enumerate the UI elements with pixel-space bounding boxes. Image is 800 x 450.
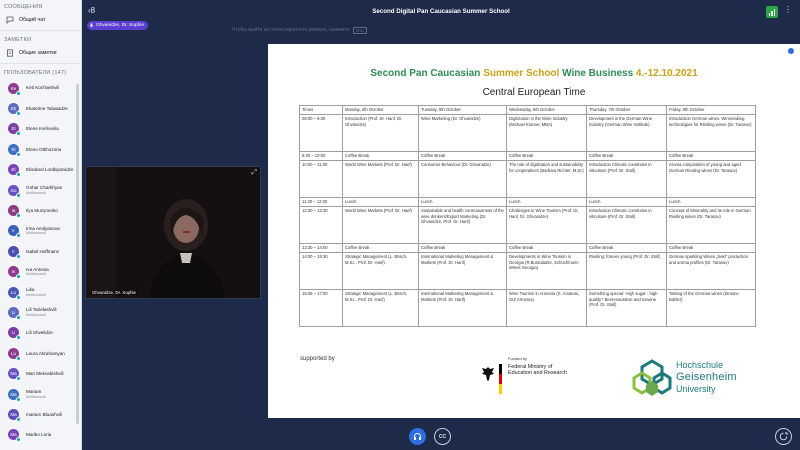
user-name: Eleno Otkhozoria [26,146,62,152]
user-list-item[interactable] [0,425,81,445]
table-row [300,152,756,161]
user-role: Мобильный [26,394,46,399]
hexagon-logo-icon [630,359,674,399]
top-bar [82,0,800,30]
session-cell: Wine Marketing (Dr. Ghvanidze) [419,115,507,152]
avatar [8,205,19,216]
user-info [26,287,46,297]
microphone-icon [89,23,94,28]
user-info [26,307,57,317]
session-cell: Coffee Break [667,152,756,161]
session-cell: Strategic Management (L. Bösch, M.Sc., Prof. Dr. Hanf) [343,253,419,290]
session-cell: World Wine Markets (Prof. Dr. Hanf) [343,207,419,244]
fullscreen-icon[interactable]: ⤢ [251,169,257,176]
session-cell: Introduction (Prof. Dr. Hanf, Dr. Ghvanidze) [343,115,419,152]
audio-headphones-button[interactable] [409,428,426,445]
status-indicator [16,356,21,361]
user-list-item[interactable] [0,98,81,118]
headphones-icon [413,432,422,441]
user-role: Мобильный [26,292,46,297]
slide-title-part1: Second Pan Caucasian [370,68,484,79]
status-indicator [16,397,21,402]
presenter-name: Ghvanidze, Dr. Sophie [96,23,144,28]
avatar [8,429,19,440]
session-cell: Coffee Break [343,152,419,161]
avatar-initials: El [11,146,16,152]
user-name: Gohar Charkhyan [26,185,63,191]
avatar-initials: Ma [10,391,17,397]
status-indicator [16,213,21,218]
avatar [8,225,19,236]
user-role: Мобильный [26,231,46,236]
session-cell: Coffee Break [419,152,507,161]
back-arrow-icon: ‹8 [88,6,96,15]
divider [0,30,81,31]
cc-label: CC [438,433,447,440]
user-list-item[interactable] [0,139,81,159]
status-indicator [16,315,21,320]
avatar [8,246,19,257]
avatar-initials: Ia [11,208,16,214]
user-list-item[interactable] [0,404,81,424]
table-header-row [300,106,756,115]
user-info [26,389,46,399]
time-cell: 10:00 – 11:30 [300,161,343,198]
session-cell: Coffee Break [507,244,587,253]
session-cell: Riesling: forever young (Prof. Dr. Stoll) [587,253,667,290]
user-role: Мобильный [26,272,46,277]
divider [0,63,81,64]
time-cell: 14:00 – 15:30 [300,253,343,290]
session-cell: Introduction Climatic constrains in viticulture (Prof. Dr. Stoll) [587,161,667,198]
avatar [8,307,19,318]
avatar-initials: Ir [12,248,15,254]
user-name: Elene Kvirkvelia [26,126,59,132]
geisenheim-text: Geisenheim [676,371,737,383]
share-camera-button[interactable] [775,428,792,445]
avatar [8,287,19,298]
status-indicator [16,91,21,96]
users-header: ПОЛЬЗОВАТЕЛИ (147) [4,70,67,76]
presenter-chip[interactable] [87,21,148,30]
supported-by-label: supported by [300,356,335,362]
user-name: Iva Antonia [26,266,49,272]
notes-icon [6,49,14,57]
german-flag-icon [499,364,502,394]
user-info [26,85,59,91]
session-cell: Coffee Break [343,244,419,253]
session-cell: Lunch [419,198,507,207]
user-list-item[interactable] [0,180,81,200]
session-cell: Coffee Break [587,152,667,161]
avatar-initials: Li [11,330,16,336]
user-name: Mariam [26,389,42,395]
status-indicator [16,131,21,136]
table-row [300,198,756,207]
shared-notes-item[interactable] [0,45,81,61]
user-list-item[interactable] [0,221,81,241]
session-cell: Consumer Behaviour (Dr. Ghvanidze) [419,161,507,198]
slide-subtitle: Central European Time [482,87,586,98]
time-cell: 12:30 – 13:30 [300,207,343,244]
avatar-initials: Li [11,309,16,315]
notes-header: ЗАМЕТКИ [4,37,32,43]
chat-icon [6,16,14,24]
user-info [26,208,58,214]
bmbf-logo [481,356,571,406]
slide-title-part2: Summer School [483,68,563,79]
hochschule-text: Hochschule [676,360,724,370]
status-indicator [16,274,21,279]
session-cell: Concept of Minerality and its role in German Riesling wines (Dr. Tarasov) [667,207,756,244]
session-cell: International Marketing Management & Markets (Prof. Dr. Hanf) [419,290,507,327]
avatar [8,164,19,175]
user-name: Irina Amilyanova [26,225,60,231]
user-name: mariam Bluashvili [26,411,62,417]
user-list-item[interactable] [0,343,81,363]
session-cell: German sparkling Wines „Sekt“ production and aroma profiles (Dr. Tarasov) [667,253,756,290]
session-cell: Coffee Break [587,244,667,253]
users-list [0,78,81,445]
funded-by-label: Funded by [508,356,527,361]
public-chat-label: Общий чат [19,17,46,23]
session-cell: Lunch [667,198,756,207]
status-indicator [16,233,21,238]
status-indicator [16,335,21,340]
avatar [8,144,19,155]
avatar-initials: Lo [10,289,16,295]
user-info [26,226,60,236]
user-list-item[interactable] [0,78,81,98]
status-indicator [16,152,21,157]
table-row [300,161,756,198]
user-role: Мобильный [26,312,46,317]
avatar [8,368,19,379]
user-name: Ilya Muzynenko [26,207,58,213]
user-name: Elisabed Lordkipanidze [26,167,74,172]
user-name: Mariko Loria [26,432,52,438]
sidebar [0,0,82,450]
status-indicator [16,417,21,422]
user-role: Мобильный [26,190,46,195]
webcam-image [86,167,261,299]
status-indicator [16,193,21,198]
user-info [26,185,62,195]
session-cell: International Marketing Management & Markets (Prof. Dr. Hanf) [419,253,507,290]
user-list-item[interactable] [0,262,81,282]
user-info [26,126,59,132]
avatar [8,266,19,277]
avatar [8,103,19,114]
shared-notes-label: Общие заметки [19,50,57,56]
session-cell: Coffee Break [419,244,507,253]
user-name: Ekaterine Tabatadze [26,105,68,111]
meeting-title: Second Digital Pan Caucasian Summer School [372,8,510,15]
session-cell: Challenges in Wine Tourism (Prof. Dr. Hanf, Dr. Ghvanidze) [507,207,587,244]
user-name: Mari Mekvabishvili [26,370,64,376]
avatar-initials: Go [10,187,17,193]
avatar [8,123,19,134]
session-cell: Development in the German Wine Industry (German Wine Institute) [587,115,667,152]
session-cell: Lunch [343,198,419,207]
public-chat-item[interactable] [0,12,81,28]
session-cell: World Wine Markets (Prof. Dr. Hanf) [343,161,419,198]
status-indicator [16,437,21,442]
messages-header: СООБЩЕНИЯ [4,4,43,10]
user-name: Isabel Hoffmann [26,248,60,254]
table-header-cell: Monday, 4th October [343,106,419,115]
user-list-item[interactable] [0,119,81,139]
user-info [26,351,65,357]
status-indicator [16,111,21,116]
status-indicator [16,376,21,381]
sidebar-scrollbar[interactable] [76,84,79,424]
camera-share-icon [779,432,788,441]
avatar-initials: Ir [12,228,15,234]
user-name: Keti Kochiashvili [26,85,60,91]
table-header-cell: Times [300,106,343,115]
session-cell: Aroma composition of young and aged German Riesling wines (Dr. Tarasov) [667,161,756,198]
avatar-initials: Lu [10,350,16,356]
table-header-cell: Tuesday, 5th October [419,106,507,115]
user-list-item[interactable] [0,282,81,302]
slide-title [268,68,800,79]
user-info [26,106,68,112]
status-indicator [16,172,21,177]
user-list-item[interactable] [0,302,81,322]
user-list-item[interactable] [0,241,81,261]
avatar-initials: Ma [10,371,17,377]
schedule-table [299,105,756,327]
avatar [8,409,19,420]
user-name: Lili Tarielashvili [26,307,57,313]
slide-title-part3: Wine Business [562,68,636,79]
user-info [26,147,61,153]
fullscreen-notice [232,25,367,35]
user-info [26,330,53,336]
session-cell: Lunch [507,198,587,207]
table-row [300,244,756,253]
table-row [300,253,756,290]
user-info [26,432,51,438]
time-cell: 9:30 – 10:00 [300,152,343,161]
session-cell: Something special: High sugar - high quality? Beerenauslese and Icewine (Prof. Dr. Stoll) [587,290,667,327]
user-info [26,249,59,255]
university-text: University [676,384,716,394]
user-name: Laura Abrahamyan [26,350,65,356]
ministry-name: Federal Ministry of Education and Research [508,364,568,377]
slide-title-dates: 4.-12.10.2021 [635,68,698,79]
time-cell: 15:45 – 17:00 [300,290,343,327]
slide-indicator-icon [788,48,794,54]
user-list-item[interactable] [0,363,81,383]
user-info [26,267,49,277]
table-row [300,207,756,244]
session-cell: Sustainable and health consciousness of the wine drinkers/Export Marketing (Dr. Ghvanidze, Prof. Dr. Hanf) [419,207,507,244]
table-row [300,290,756,327]
user-list-item[interactable] [0,200,81,220]
session-cell: Digitization in the Wine Industry (Michael Kramer, MBA) [507,115,587,152]
time-cell: 08:00 – 9:30 [300,115,343,152]
session-cell: Coffee Break [507,152,587,161]
user-name: Lili Shvelidze [26,330,53,336]
user-list-item[interactable] [0,384,81,404]
avatar [8,348,19,359]
avatar-initials: Ek [10,106,17,112]
avatar-initials: El [11,167,16,173]
connection-status-button[interactable] [766,6,778,18]
avatar-initials: Ma [10,432,17,438]
avatar-initials: El [11,126,16,132]
session-cell: Developments in Wine Tourism in Georgia (R.Burduladze, Schuchmann Wines Georgia) [507,253,587,290]
table-header-cell: Thursday, 7th October [587,106,667,115]
user-info [26,371,64,377]
eagle-icon [481,366,495,382]
user-info [26,167,74,173]
status-indicator [16,254,21,259]
esc-key-hint: Esc [353,27,367,34]
avatar [8,389,19,400]
status-indicator [16,295,21,300]
avatar-initials: Iv [11,269,16,275]
hochschule-geisenheim-logo [630,357,770,401]
table-header-cell: Wednesday, 6th October [507,106,587,115]
avatar-initials: Ke [10,85,17,91]
user-list-item[interactable] [0,160,81,180]
avatar [8,83,19,94]
time-cell: 11:30 – 12:30 [300,198,343,207]
user-name: Lika [26,287,35,293]
table-row [300,115,756,152]
webcam-video[interactable] [85,166,261,299]
webcam-user-name: Ghvanidze, Dr. Sophie [92,290,136,295]
avatar-initials: Ma [10,411,17,417]
user-list-item[interactable] [0,323,81,343]
closed-captions-button[interactable] [434,428,451,445]
session-cell: Coffee Break [667,244,756,253]
session-cell: Introduction Climatic constrains in viticulture (Prof. Dr. Stoll) [587,207,667,244]
session-cell: Lunch [587,198,667,207]
session-cell: Strategic Management (L. Bösch, M.Sc., Prof. Dr. Hanf) [343,290,419,327]
session-cell: Tasting of the German wines (Simone Bühler) [667,290,756,327]
more-options-icon[interactable]: ⋮ [784,5,792,14]
session-cell: Wine Tourism in Armenia (S. Amatuni, GIZ Armenia) [507,290,587,327]
session-cell: The role of digitization and sustainability for cooperatives (Barbara Richter, M.Sc) [507,161,587,198]
table-header-cell: Friday, 8th October [667,106,756,115]
avatar [8,185,19,196]
avatar [8,327,19,338]
presentation-slide [268,44,800,418]
session-cell: Introduction German wines. Winemaking technologies for Riesling wines (Dr. Tarasov) [667,115,756,152]
time-cell: 13:30 – 14:00 [300,244,343,253]
user-info [26,412,62,418]
fullscreen-notice-text: Чтобы выйти из полноэкранного режима, нажмите [232,27,350,33]
